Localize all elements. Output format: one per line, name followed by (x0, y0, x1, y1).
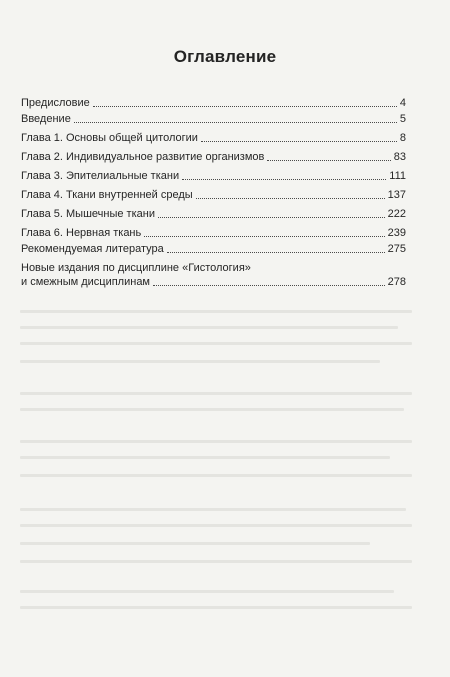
toc-entry-new-editions[interactable] (21, 262, 406, 289)
dot-leader (144, 236, 384, 237)
toc-page-number: 278 (387, 276, 406, 288)
toc-entry-preface[interactable] (21, 97, 406, 110)
toc-page-number: 275 (387, 243, 406, 255)
toc-page-number: 137 (387, 189, 406, 201)
toc-entry-label: Глава 1. Основы общей цитологии (21, 132, 198, 144)
dot-leader (158, 217, 385, 218)
dot-leader (153, 285, 385, 286)
toc-page-number: 8 (399, 132, 406, 144)
toc-entry-label: Глава 4. Ткани внутренней среды (21, 189, 193, 201)
toc-entry-chapter-3[interactable] (21, 170, 406, 183)
dot-leader (74, 122, 397, 123)
toc-entry-chapter-2[interactable] (21, 151, 406, 164)
toc-page-number: 111 (389, 170, 406, 182)
toc-entry-label: Глава 6. Нервная ткань (21, 227, 142, 239)
toc-entry-label: Введение (21, 113, 71, 125)
dot-leader (267, 160, 390, 161)
page-title: Оглавление (173, 47, 277, 66)
toc-entry-label-line2: и смежным дисциплинам (21, 276, 150, 288)
toc-page-number: 222 (387, 208, 406, 220)
dot-leader (196, 198, 385, 199)
toc-entry-recommended-literature[interactable] (21, 243, 406, 256)
toc-page-number: 83 (393, 151, 406, 163)
toc-entry-chapter-4[interactable] (21, 189, 406, 202)
dot-leader (182, 179, 386, 180)
toc-entry-label-line1: Новые издания по дисциплине «Гистология» (21, 262, 251, 274)
dot-leader (167, 252, 385, 253)
toc-page-number: 5 (399, 113, 406, 125)
toc-entry-chapter-5[interactable] (21, 208, 406, 221)
toc-entry-introduction[interactable] (21, 113, 406, 126)
table-of-contents (21, 97, 406, 289)
toc-entry-label: Глава 2. Индивидуальное развитие организмов (21, 151, 265, 163)
toc-entry-label: Глава 5. Мышечные ткани (21, 208, 155, 220)
toc-page-number: 4 (399, 97, 406, 109)
dot-leader (93, 106, 397, 107)
toc-entry-label: Рекомендуемая литература (21, 243, 164, 255)
toc-entry-chapter-6[interactable] (21, 227, 406, 240)
toc-page-number: 239 (387, 227, 406, 239)
toc-entry-label: Глава 3. Эпителиальные ткани (21, 170, 180, 182)
toc-entry-label: Предисловие (21, 97, 90, 109)
toc-entry-chapter-1[interactable] (21, 132, 406, 145)
dot-leader (201, 141, 397, 142)
